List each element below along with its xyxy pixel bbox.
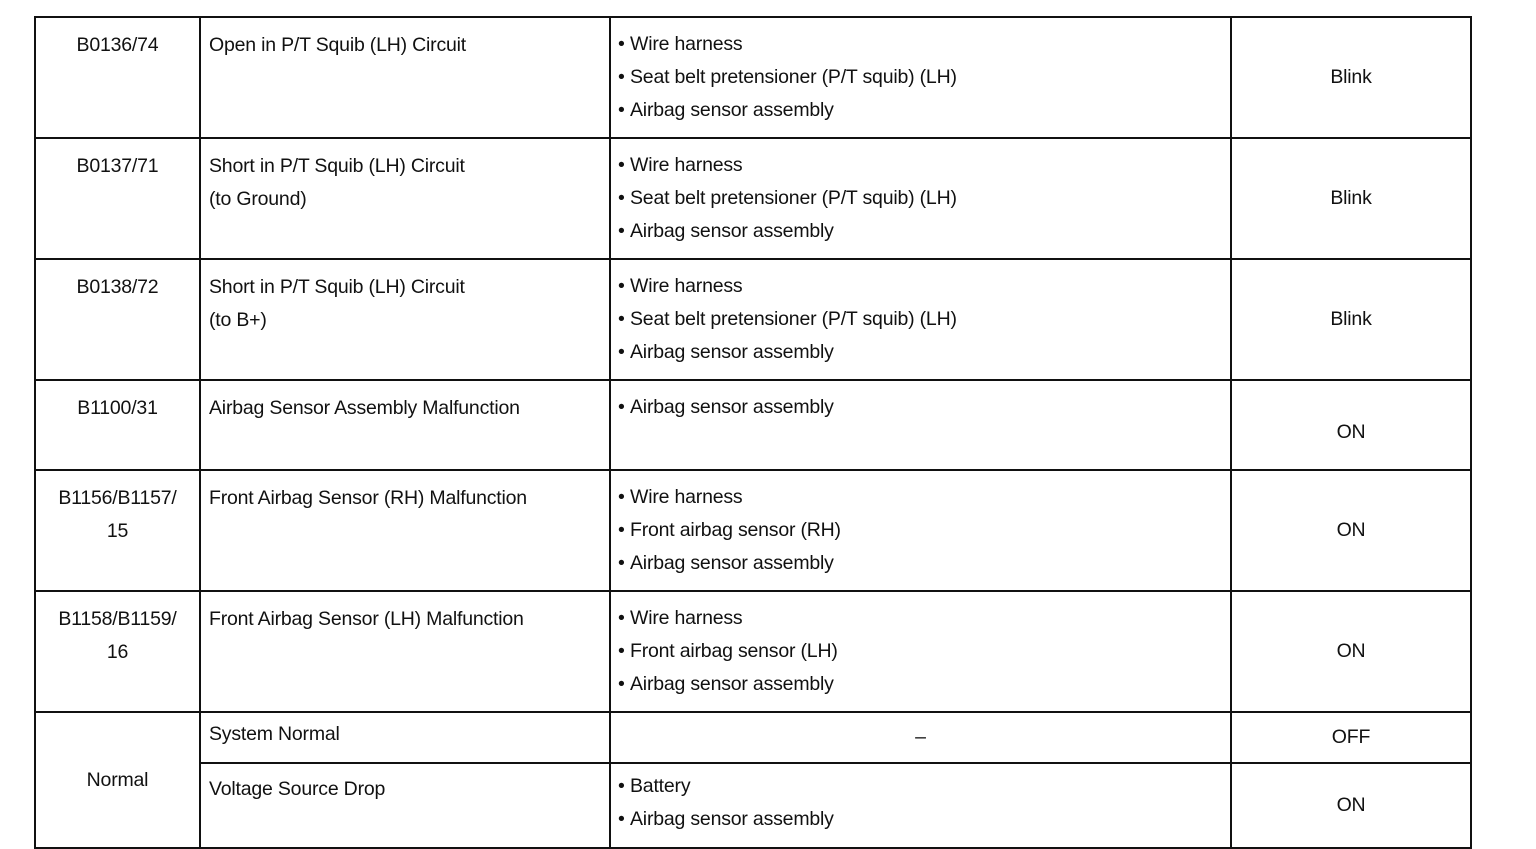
trouble-area-item: •Wire harness bbox=[618, 149, 1230, 182]
detection-item-cell bbox=[200, 591, 610, 712]
dtc-table bbox=[34, 16, 1472, 849]
detection-item-sub: (to Ground) bbox=[209, 188, 307, 210]
trouble-area-item: •Airbag sensor assembly bbox=[618, 215, 1230, 248]
trouble-area-item: •Airbag sensor assembly bbox=[618, 547, 1230, 580]
trouble-area-cell bbox=[610, 259, 1231, 380]
bullet-icon bbox=[618, 149, 630, 182]
bullet-icon bbox=[618, 635, 630, 668]
bullet-icon bbox=[618, 803, 630, 836]
table-row bbox=[35, 259, 1471, 380]
table-row bbox=[35, 591, 1471, 712]
warning-lamp-cell bbox=[1231, 259, 1471, 380]
trouble-area-item: • Airbag sensor assembly bbox=[618, 391, 1230, 424]
bullet-icon bbox=[618, 547, 630, 580]
dtc-code: B0138/72 bbox=[76, 276, 159, 298]
warning-lamp-cell bbox=[1231, 470, 1471, 591]
dtc-code: Normal bbox=[86, 768, 149, 791]
detection-item-cell bbox=[200, 138, 610, 259]
dtc-code-cell bbox=[35, 591, 200, 712]
bullet-icon bbox=[618, 182, 630, 215]
trouble-area-item: •Front airbag sensor (RH) bbox=[618, 514, 1230, 547]
trouble-area-item: •Airbag sensor assembly bbox=[618, 803, 1230, 836]
warning-lamp-cell bbox=[1231, 380, 1471, 470]
trouble-area-dash: – bbox=[915, 726, 926, 748]
warning-lamp-cell bbox=[1231, 763, 1471, 848]
trouble-area-item: •Front airbag sensor (LH) bbox=[618, 635, 1230, 668]
dtc-code-suffix: 16 bbox=[106, 641, 129, 663]
bullet-icon bbox=[618, 481, 630, 514]
warning-lamp-cell bbox=[1231, 591, 1471, 712]
trouble-area-cell bbox=[610, 138, 1231, 259]
trouble-area-item: •Airbag sensor assembly bbox=[618, 336, 1230, 369]
detection-item-cell bbox=[200, 259, 610, 380]
detection-item-sub: (to B+) bbox=[209, 309, 267, 331]
detection-item: Front Airbag Sensor (LH) Malfunction bbox=[209, 608, 524, 630]
bullet-icon bbox=[618, 270, 630, 303]
warning-lamp-status: Blink bbox=[1330, 308, 1372, 330]
warning-lamp-status: Blink bbox=[1330, 187, 1372, 209]
detection-item-cell bbox=[200, 712, 610, 763]
dtc-code-cell bbox=[35, 380, 200, 470]
detection-item: Voltage Source Drop bbox=[209, 778, 386, 800]
trouble-area-item: •Wire harness bbox=[618, 270, 1230, 303]
detection-item: Airbag Sensor Assembly Malfunction bbox=[209, 397, 520, 419]
bullet-icon bbox=[618, 94, 630, 127]
trouble-area-item: • Wire harness bbox=[618, 481, 1230, 514]
table-row bbox=[35, 763, 1471, 848]
trouble-area-item: •Seat belt pretensioner (P/T squib) (LH) bbox=[618, 61, 1230, 94]
warning-lamp-status: ON bbox=[1336, 519, 1366, 541]
trouble-area-cell bbox=[610, 470, 1231, 591]
table-row bbox=[35, 380, 1471, 470]
warning-lamp-status: ON bbox=[1336, 420, 1366, 443]
bullet-icon bbox=[618, 61, 630, 94]
detection-item: Front Airbag Sensor (RH) Malfunction bbox=[209, 487, 527, 509]
dtc-code-cell bbox=[35, 470, 200, 591]
bullet-icon bbox=[618, 303, 630, 336]
warning-lamp-status: Blink bbox=[1330, 66, 1372, 88]
warning-lamp-status: ON bbox=[1336, 640, 1366, 662]
dtc-code: B0136/74 bbox=[76, 34, 159, 56]
detection-item-cell bbox=[200, 763, 610, 848]
dtc-code-cell bbox=[35, 17, 200, 138]
detection-item: Short in P/T Squib (LH) Circuit bbox=[209, 155, 465, 177]
detection-item: System Normal bbox=[209, 723, 340, 745]
trouble-area-item: •Seat belt pretensioner (P/T squib) (LH) bbox=[618, 303, 1230, 336]
trouble-area-item: • Wire harness bbox=[618, 28, 1230, 61]
dtc-code-cell bbox=[35, 259, 200, 380]
trouble-area-item: • Battery bbox=[618, 770, 1230, 803]
warning-lamp-status: OFF bbox=[1331, 726, 1371, 748]
bullet-icon bbox=[618, 215, 630, 248]
trouble-area-item: •Airbag sensor assembly bbox=[618, 94, 1230, 127]
trouble-area-cell bbox=[610, 17, 1231, 138]
bullet-icon bbox=[618, 602, 630, 635]
bullet-icon bbox=[618, 391, 630, 424]
bullet-icon bbox=[618, 336, 630, 369]
detection-item: Open in P/T Squib (LH) Circuit bbox=[209, 34, 466, 56]
bullet-icon bbox=[618, 28, 630, 61]
bullet-icon bbox=[618, 668, 630, 701]
dtc-code: B0137/71 bbox=[76, 155, 159, 177]
dtc-code-cell bbox=[35, 712, 200, 848]
dtc-code-cell bbox=[35, 138, 200, 259]
detection-item: Short in P/T Squib (LH) Circuit bbox=[209, 276, 465, 298]
warning-lamp-cell bbox=[1231, 712, 1471, 763]
dtc-code: B1100/31 bbox=[77, 397, 158, 419]
warning-lamp-cell bbox=[1231, 138, 1471, 259]
trouble-area-cell bbox=[610, 591, 1231, 712]
table-row bbox=[35, 712, 1471, 763]
dtc-code-suffix: 15 bbox=[106, 520, 129, 542]
bullet-icon bbox=[618, 514, 630, 547]
trouble-area-cell bbox=[610, 763, 1231, 848]
warning-lamp-cell bbox=[1231, 17, 1471, 138]
trouble-area-item: •Airbag sensor assembly bbox=[618, 668, 1230, 701]
trouble-area-cell bbox=[610, 380, 1231, 470]
warning-lamp-status: ON bbox=[1336, 794, 1366, 816]
detection-item-cell bbox=[200, 17, 610, 138]
detection-item-cell bbox=[200, 470, 610, 591]
bullet-icon bbox=[618, 770, 630, 803]
trouble-area-item: •Seat belt pretensioner (P/T squib) (LH) bbox=[618, 182, 1230, 215]
dtc-code: B1156/B1157/ bbox=[58, 487, 177, 509]
table-row bbox=[35, 138, 1471, 259]
table-row bbox=[35, 17, 1471, 138]
trouble-area-item: • Wire harness bbox=[618, 602, 1230, 635]
detection-item-cell bbox=[200, 380, 610, 470]
trouble-area-cell bbox=[610, 712, 1231, 763]
dtc-code: B1158/B1159/ bbox=[58, 608, 177, 630]
table-row bbox=[35, 470, 1471, 591]
